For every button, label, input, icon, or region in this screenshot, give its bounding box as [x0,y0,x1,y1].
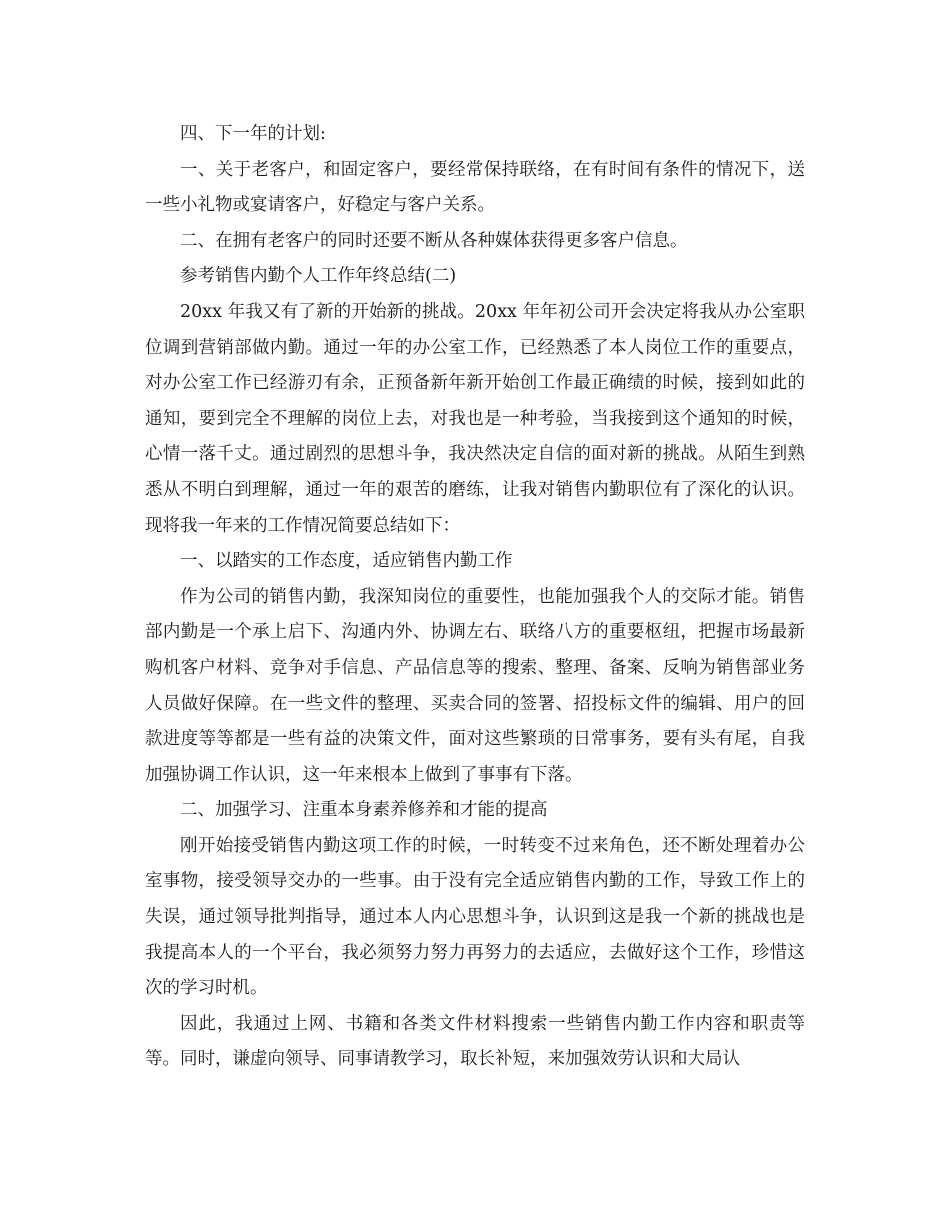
subheading-learning: 二、加强学习、注重本身素养修养和才能的提高 [180,800,548,821]
subheading-attitude: 一、以踏实的工作态度，适应销售内勤工作 [180,551,513,572]
document-body [145,117,805,1078]
intro-paragraph: 20xx 年我又有了新的开始新的挑战。20xx 年年初公司开会决定将我从办公室职位调到营销部做内勤。通过一年的办公室工作，已经熟悉了本人岗位工作的重要点，对办公室工作已经游刃有余，正预备新年新开始创工作最正确绩的时候，接到如此的通知，要到完全不理解的岗位上去，对我也是一种考验，当我接到这个通知的时候，心情一落千丈。通过剧烈的思想斗争，我决然决定自信的面对新的挑战。从陌生到熟悉从不明白到理解，通过一年的艰苦的磨练，让我对销售内勤职位有了深化的认识。现将我一年来的工作情况简要总结如下： [145,301,805,536]
learning-paragraph: 刚开始接受销售内勤这项工作的时候，一时转变不过来角色，还不断处理着办公室事物，接受领导交办的一些事。由于没有完全适应销售内勤的工作，导致工作上的失误，通过领导批判指导，通过本人内心思想斗争，认识到这是我一个新的挑战也是我提高本人的一个平台，我必须努力努力再努力的去适应，去做好这个工作，珍惜这次的学习时机。 [145,835,805,999]
plan-item-new-customers: 二、在拥有老客户的同时还要不断从各种媒体获得更多客户信息。 [180,230,688,251]
attitude-paragraph: 作为公司的销售内勤，我深知岗位的重要性，也能加强我个人的交际才能。销售部内勤是一个承上启下、沟通内外、协调左右、联络八方的重要枢纽，把握市场最新购机客户材料、竞争对手信息、产品信息等的搜索、整理、备案、反响为销售部业务人员做好保障。在一些文件的整理、买卖合同的签署、招投标文件的编辑、用户的回款进度等等都是一些有益的决策文件，面对这些繁琐的日常事务，要有头有尾，自我加强协调工作认识，这一年来根本上做到了事事有下落。 [145,586,805,785]
research-paragraph: 因此，我通过上网、书籍和各类文件材料搜索一些销售内勤工作内容和职责等等。同时，谦虚向领导、同事请教学习，取长补短，来加强效劳认识和大局认 [145,1013,805,1070]
plan-item-old-customers: 一、关于老客户，和固定客户，要经常保持联络，在有时间有条件的情况下，送一些小礼物或宴请客户，好稳定与客户关系。 [145,159,805,216]
section-title: 参考销售内勤个人工作年终总结(二) [180,266,457,287]
plan-heading: 四、下一年的计划: [180,124,326,144]
